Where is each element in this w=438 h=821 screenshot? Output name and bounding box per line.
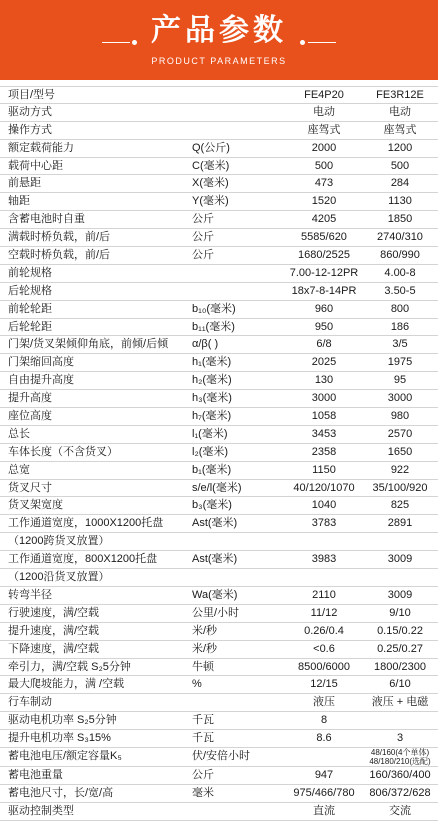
table-row [0, 390, 438, 408]
value-fe4p20: 3000 [311, 392, 337, 405]
value-fe3r12e: 3000 [387, 392, 413, 405]
spec-name: 转弯半径 [8, 588, 52, 601]
table-row [0, 140, 438, 158]
spec-unit: 牛顿 [192, 660, 214, 673]
spec-name: 总长 [8, 427, 30, 440]
spec-name: 牵引力，满/空载 S₂5分钟 [8, 660, 131, 673]
value-fe4p20: 3783 [311, 517, 337, 530]
spec-name: 驱动电机功率 S₂5分钟 [8, 714, 117, 727]
value-fe3r12e: 电动 [389, 105, 411, 118]
value-fe3r12e: 284 [390, 177, 410, 190]
value-fe4p20: 1680/2525 [298, 249, 350, 262]
table-row [0, 551, 438, 569]
table-row [0, 158, 438, 176]
table-row [0, 265, 438, 283]
spec-unit: Wa(毫米) [192, 588, 238, 601]
table-row [0, 785, 438, 803]
spec-name: 提升电机功率 S₃15% [8, 732, 111, 745]
spec-unit: 公斤 [192, 768, 214, 781]
value-fe3r12e: 9/10 [389, 606, 411, 619]
table-row [0, 623, 438, 641]
value-fe4p20: 473 [314, 177, 334, 190]
spec-name: 最大爬坡能力，满 /空载 [8, 678, 125, 691]
spec-unit: 公斤 [192, 231, 214, 244]
spec-unit: 米/秒 [192, 642, 218, 655]
spec-name: 蓄电池重量 [8, 768, 63, 781]
table-row [0, 694, 438, 712]
value-fe4p20: FE4P20 [304, 89, 344, 101]
table-row [0, 533, 438, 551]
spec-unit: b₁(毫米) [192, 463, 232, 476]
spec-name: 自由提升高度 [8, 374, 74, 387]
value-fe3r12e: 980 [390, 410, 410, 423]
spec-unit: l₁(毫米) [192, 427, 228, 440]
spec-unit: 千瓦 [192, 714, 214, 727]
table-row [0, 748, 438, 767]
value-fe4p20: 0.26/0.4 [304, 624, 344, 637]
spec-name: 操作方式 [8, 123, 52, 136]
spec-name: 空载时桥负载，前/后 [8, 249, 111, 262]
title-decoration-left [102, 36, 138, 50]
table-row [0, 659, 438, 677]
spec-name: 座位高度 [8, 410, 52, 423]
spec-unit: h₇(毫米) [192, 410, 232, 423]
value-fe4p20: 950 [314, 320, 334, 333]
value-fe4p20: 1040 [311, 499, 337, 512]
value-fe4p20: 2000 [311, 141, 337, 154]
spec-unit: 伏/安倍小时 [192, 749, 251, 762]
value-fe4p20: 130 [314, 374, 334, 387]
value-fe3r12e: 1850 [387, 213, 413, 226]
value-fe3r12e: 860/990 [380, 249, 420, 262]
value-fe4p20: 4205 [311, 213, 337, 226]
value-fe4p20: 500 [314, 159, 334, 172]
value-fe3r12e: 液压 + 电磁 [371, 696, 429, 709]
spec-unit: 公斤 [192, 249, 214, 262]
title-decoration-right [300, 36, 336, 50]
value-fe4p20: 6/8 [316, 338, 332, 351]
spec-unit: b₃(毫米) [192, 499, 232, 512]
spec-unit: % [192, 678, 202, 691]
spec-name: 货叉架宽度 [8, 499, 63, 512]
spec-name: 门架/货叉架倾仰角底，前倾/后倾 [8, 338, 169, 351]
value-fe3r12e: 2740/310 [377, 231, 423, 244]
spec-name: 前轮轮距 [8, 302, 52, 315]
value-fe3r12e: 800 [390, 302, 410, 315]
spec-unit: 毫米 [192, 786, 214, 799]
spec-name: 车体长度（不含货叉） [8, 445, 118, 458]
value-fe3r12e: 1130 [388, 195, 412, 208]
value-fe3r12e: 1650 [387, 445, 413, 458]
decoration-line [308, 42, 336, 43]
page-title: 产品参数 [151, 13, 287, 48]
value-fe4p20: 2358 [311, 445, 337, 458]
decoration-line [102, 42, 130, 43]
value-fe4p20: 3453 [311, 427, 337, 440]
value-fe4p20: 1520 [311, 195, 337, 208]
spec-name: 行车制动 [8, 696, 52, 709]
table-row [0, 211, 438, 229]
value-fe3r12e: 922 [390, 463, 410, 476]
spec-name: 额定载荷能力 [8, 141, 74, 154]
spec-name: （1200跨货叉放置） [8, 535, 110, 548]
value-fe3r12e: 48/160(4个单体) 48/180/210(选配) [369, 747, 431, 766]
spec-name: 提升高度 [8, 392, 52, 405]
table-row [0, 426, 438, 444]
spec-name: 下降速度，满/空载 [8, 642, 100, 655]
spec-name: 项目/型号 [8, 89, 56, 101]
table-row [0, 569, 438, 587]
table-row [0, 319, 438, 337]
spec-name: 总宽 [8, 463, 30, 476]
table-row [0, 803, 438, 821]
spec-unit: b₁₁(毫米) [192, 320, 235, 333]
table-row [0, 515, 438, 533]
spec-name: 门架缩回高度 [8, 356, 74, 369]
spec-unit: 米/秒 [192, 624, 218, 637]
value-fe3r12e: 0.15/0.22 [377, 624, 423, 637]
spec-name: 前轮规格 [8, 266, 52, 279]
table-row [0, 587, 438, 605]
table-row [0, 283, 438, 301]
spec-name: （1200沿货叉放置） [8, 571, 110, 584]
table-row [0, 605, 438, 623]
value-fe3r12e: 2570 [387, 427, 413, 440]
value-fe4p20: 液压 [313, 696, 335, 709]
spec-name: 蓄电池电压/额定容量K₅ [8, 749, 122, 762]
value-fe3r12e: 2891 [387, 517, 413, 530]
table-row [0, 336, 438, 354]
value-fe4p20: 40/120/1070 [293, 481, 355, 494]
spec-unit: 公斤 [192, 213, 214, 226]
value-fe4p20: 18x7-8-14PR [291, 284, 357, 297]
table-row [0, 730, 438, 748]
table-row [0, 676, 438, 694]
spec-name: 满载时桥负载，前/后 [8, 231, 111, 244]
table-row [0, 354, 438, 372]
value-fe3r12e: 3009 [387, 553, 413, 566]
spec-name: 货叉尺寸 [8, 481, 52, 494]
value-fe4p20: 947 [314, 768, 334, 781]
value-fe4p20: 3983 [311, 553, 337, 566]
spec-unit: l₂(毫米) [192, 445, 229, 458]
spec-unit: h₃(毫米) [192, 392, 232, 405]
decoration-dot [300, 40, 305, 45]
value-fe3r12e: 1975 [387, 356, 413, 369]
table-row [0, 767, 438, 785]
table-row [0, 497, 438, 515]
spec-unit: b₁₀(毫米) [192, 302, 236, 315]
value-fe4p20: 座驾式 [307, 123, 341, 136]
value-fe3r12e: 6/10 [389, 678, 411, 691]
value-fe3r12e: 1800/2300 [374, 660, 426, 673]
spec-name: 蓄电池尺寸，长/宽/高 [8, 786, 114, 799]
value-fe3r12e: 1200 [387, 141, 413, 154]
value-fe4p20: <0.6 [313, 642, 335, 655]
value-fe4p20: 2110 [312, 588, 336, 601]
decoration-dot [132, 40, 137, 45]
spec-unit: 公里/小时 [192, 606, 240, 619]
value-fe3r12e: 3 [396, 732, 404, 745]
value-fe3r12e: 186 [390, 320, 410, 333]
spec-unit: 千瓦 [192, 732, 214, 745]
value-fe4p20: 8500/6000 [298, 660, 350, 673]
value-fe4p20: 5585/620 [301, 231, 347, 244]
value-fe3r12e: 500 [390, 159, 410, 172]
value-fe4p20: 8.6 [316, 732, 332, 745]
table-row [0, 175, 438, 193]
spec-name: 后轮轮距 [8, 320, 52, 333]
spec-unit: s/e/l(毫米) [192, 481, 242, 494]
value-fe4p20: 直流 [313, 804, 335, 817]
spec-name: 行驶速度，满/空载 [8, 606, 100, 619]
spec-name: 提升速度，满/空载 [8, 624, 100, 637]
spec-name: 驱动控制类型 [8, 804, 74, 817]
spec-table [0, 86, 438, 821]
value-fe4p20: 11/12 [310, 606, 338, 619]
value-fe3r12e: 0.25/0.27 [377, 642, 423, 655]
table-row [0, 193, 438, 211]
table-row [0, 229, 438, 247]
value-fe3r12e: 3/5 [392, 338, 408, 351]
value-fe3r12e: 35/100/920 [372, 481, 428, 494]
spec-name: 后轮规格 [8, 284, 52, 297]
spec-name: 轴距 [8, 195, 30, 208]
spec-unit: C(毫米) [192, 159, 230, 172]
value-fe3r12e: 4.00-8 [384, 266, 416, 279]
value-fe3r12e: 3009 [387, 588, 413, 601]
spec-unit: Y(毫米) [192, 195, 229, 208]
value-fe4p20: 960 [314, 302, 334, 315]
value-fe3r12e: FE3R12E [376, 89, 424, 101]
value-fe4p20: 电动 [313, 105, 335, 118]
value-fe3r12e: 座驾式 [383, 123, 417, 136]
value-fe3r12e: 160/360/400 [369, 768, 431, 781]
value-fe4p20: 7.00-12-12PR [289, 266, 359, 279]
table-row [0, 641, 438, 659]
table-row [0, 372, 438, 390]
spec-unit: Ast(毫米) [192, 517, 238, 530]
value-fe3r12e: 交流 [389, 804, 411, 817]
spec-unit: X(毫米) [192, 177, 229, 190]
value-fe4p20: 1058 [311, 410, 337, 423]
table-row [0, 122, 438, 140]
spec-unit: h₂(毫米) [192, 374, 232, 387]
spec-name: 驱动方式 [8, 105, 52, 118]
spec-name: 工作通道宽度，800X1200托盘 [8, 553, 158, 566]
value-fe3r12e: 3.50-5 [384, 284, 416, 297]
value-fe3r12e: 806/372/628 [369, 786, 431, 799]
table-row [0, 408, 438, 426]
spec-name: 载荷中心距 [8, 159, 63, 172]
page-subtitle: PRODUCT PARAMETERS [151, 56, 287, 66]
spec-unit: α/β( ) [192, 338, 219, 351]
table-row [0, 480, 438, 498]
table-row [0, 301, 438, 319]
spec-unit: h₁(毫米) [192, 356, 232, 369]
spec-name: 前悬距 [8, 177, 41, 190]
table-row [0, 247, 438, 265]
value-fe3r12e: 95 [393, 374, 407, 387]
table-row [0, 462, 438, 480]
value-fe4p20: 12/15 [310, 678, 338, 691]
value-fe4p20: 975/466/780 [293, 786, 355, 799]
table-row [0, 712, 438, 730]
value-fe4p20: 1150 [312, 463, 336, 476]
value-fe4p20: 2025 [311, 356, 337, 369]
header-banner [0, 0, 438, 80]
value-fe3r12e: 825 [390, 499, 410, 512]
value-fe4p20: 8 [320, 714, 328, 727]
table-row [0, 444, 438, 462]
spec-name: 含蓄电池时自重 [8, 213, 85, 226]
spec-name: 工作通道宽度，1000X1200托盘 [8, 517, 164, 530]
table-row [0, 104, 438, 122]
spec-unit: Q(公斤) [192, 141, 230, 154]
table-row [0, 86, 438, 104]
spec-unit: Ast(毫米) [192, 553, 238, 566]
